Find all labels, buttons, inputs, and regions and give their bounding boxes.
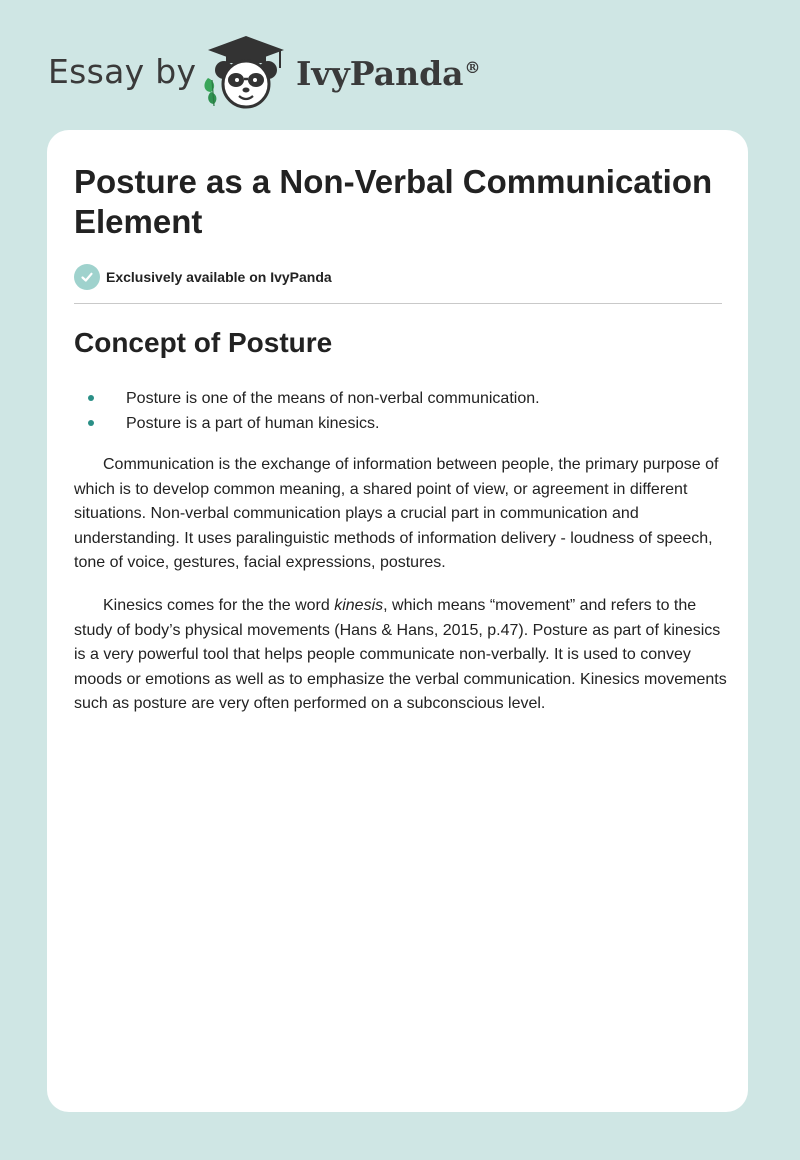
brand-name[interactable]: IvyPanda®: [296, 54, 481, 93]
bullet-dot-icon: [88, 420, 94, 426]
bullet-dot-icon: [88, 395, 94, 401]
bullet-list: [74, 386, 540, 436]
essay-by-label: Essay by: [48, 52, 197, 91]
section-heading: Concept of Posture: [74, 327, 333, 358]
emphasis-term: kinesis: [334, 597, 384, 614]
check-circle-icon: [74, 264, 100, 290]
exclusive-badge: [74, 264, 332, 290]
essay-card: [47, 130, 748, 1112]
list-item: Posture is a part of human kinesics.: [74, 411, 540, 436]
site-header: [0, 0, 800, 130]
essay-title: Posture as a Non-Verbal Communication Element: [74, 163, 713, 240]
paragraph: Communication is the exchange of information between people, the primary purpose of which is to develop common meaning, a shared point of view, or agreement in different situations. Non-verbal communication plays a crucial part in communication and understanding. It uses paralinguistic methods of information delivery - loudness of speech, tone of voice, gestures, facial expressions, postures.: [74, 456, 719, 572]
paragraph: Kinesics comes for the the word kinesis, which means “movement” and refers to the study of body’s physical movements (Hans & Hans, 2015, p.47). Posture as part of kinesics is a very powerful tool that helps people communicate non-verbally. It is used to convey moods or emotions as well as to emphasize the verbal communication. Kinesics movements such as posture are very often performed on a subconscious level.: [74, 597, 727, 713]
list-item: Posture is one of the means of non-verbal communication.: [74, 386, 540, 411]
divider: [74, 303, 722, 304]
panda-graduate-logo-icon[interactable]: [200, 34, 292, 110]
badge-text: Exclusively available on IvyPanda: [106, 269, 332, 285]
